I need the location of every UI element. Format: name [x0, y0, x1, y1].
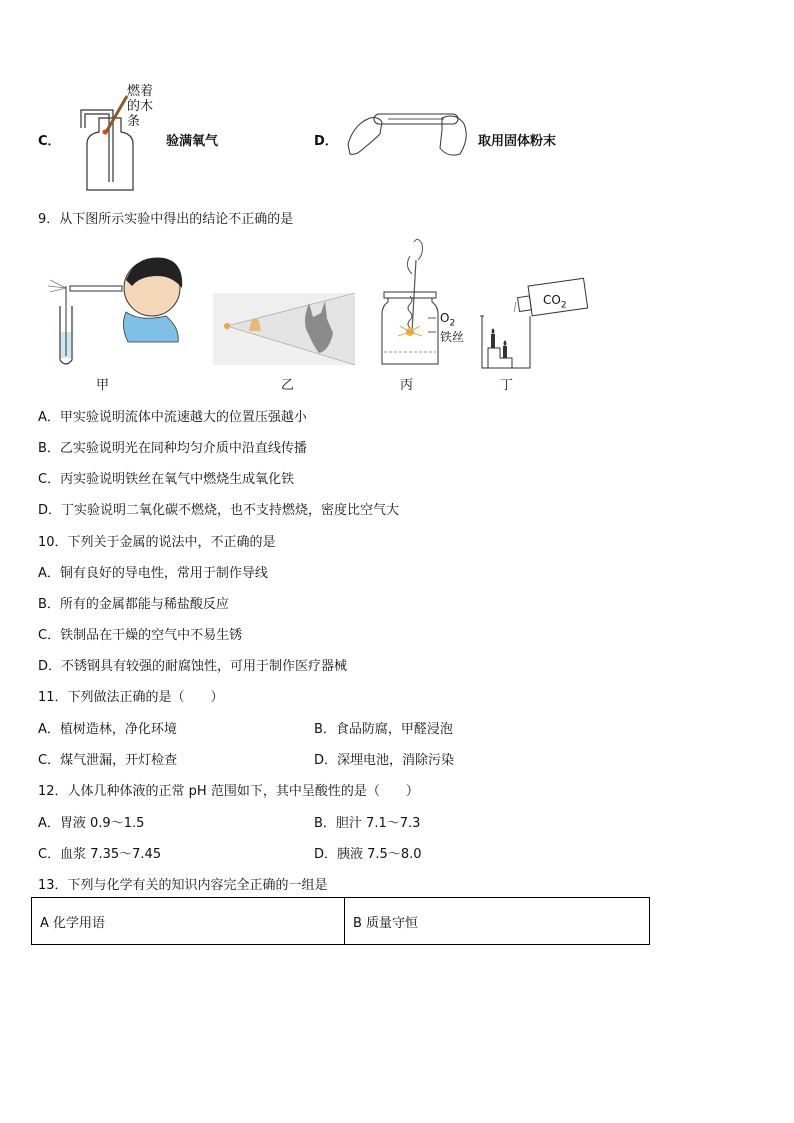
- q8-option-c-figure-caption: [127, 84, 153, 129]
- q8-option-c-label: C．: [38, 134, 61, 149]
- q9-option-a: A．甲实验说明流体中流速越大的位置压强越小: [38, 410, 307, 425]
- q11-stem: 11．下列做法正确的是（ ）: [38, 690, 224, 705]
- q11-option-d: D．深埋电池，消除污染: [314, 753, 455, 768]
- q12-option-c: C．血浆 7.35～7.45: [38, 847, 162, 862]
- q9-iron-label: 铁丝: [440, 330, 465, 344]
- q9-label-yi: 乙: [281, 378, 295, 393]
- q13-stem: 13．下列与化学有关的知识内容完全正确的一组是: [38, 878, 328, 893]
- q9-label-jia: 甲: [96, 378, 110, 393]
- table-row: [32, 898, 650, 945]
- q8-option-d-text: 取用固体粉末: [478, 134, 557, 149]
- o2-symbol: O: [440, 311, 450, 325]
- q9-option-d: D．丁实验说明二氧化碳不燃烧，也不支持燃烧，密度比空气大: [38, 503, 400, 518]
- q13-table-header-a: A 化学用语: [32, 898, 345, 945]
- q9-figure-ding: [478, 272, 590, 372]
- q12-option-d: D．胰液 7.5～8.0: [314, 847, 422, 862]
- q9-figure-yi: [213, 293, 355, 365]
- q13-table: [31, 897, 650, 945]
- q8-option-d-label: D．: [314, 134, 338, 149]
- q11-option-a: A．植树造林，净化环境: [38, 722, 177, 737]
- q9-label-bing: 丙: [400, 378, 414, 393]
- q12-option-b: B．胆汁 7.1～7.3: [314, 816, 421, 831]
- q13-table-header-b: B 质量守恒: [345, 898, 650, 945]
- o2-subscript: 2: [449, 318, 456, 329]
- q10-option-d: D．不锈钢具有较强的耐腐蚀性，可用于制作医疗器械: [38, 659, 348, 674]
- q10-option-a: A．铜有良好的导电性，常用于制作导线: [38, 566, 268, 581]
- q11-option-c: C．煤气泄漏，开灯检查: [38, 753, 178, 768]
- caption-line: 条: [127, 114, 141, 129]
- q10-option-c: C．铁制品在干燥的空气中不易生锈: [38, 628, 243, 643]
- q9-o2-label: [440, 311, 455, 328]
- q9-figure-jia: [40, 246, 185, 371]
- q12-option-a: A．胃液 0.9～1.5: [38, 816, 145, 831]
- q8-option-c-text: 验满氧气: [166, 134, 219, 149]
- q10-option-b: B．所有的金属都能与稀盐酸反应: [38, 597, 229, 612]
- q9-co2-label: [543, 293, 567, 310]
- q9-figure-bing: [378, 236, 478, 371]
- q10-stem: 10．下列关于金属的说法中，不正确的是: [38, 535, 276, 550]
- caption-line: 燃着: [127, 84, 154, 99]
- q11-option-b: B．食品防腐，甲醛浸泡: [314, 722, 453, 737]
- q9-option-b: B．乙实验说明光在同种均匀介质中沿直线传播: [38, 441, 307, 456]
- caption-line: 的木: [127, 99, 154, 114]
- q9-stem: 9．从下图所示实验中得出的结论不正确的是: [38, 212, 294, 227]
- q8-option-d-figure: [344, 104, 474, 164]
- q9-option-c: C．丙实验说明铁丝在氧气中燃烧生成氧化铁: [38, 472, 295, 487]
- co2-symbol: CO: [543, 293, 561, 307]
- q12-stem: 12．人体几种体液的正常 pH 范围如下，其中呈酸性的是（ ）: [38, 784, 419, 799]
- co2-subscript: 2: [560, 300, 567, 311]
- q9-label-ding: 丁: [500, 378, 514, 393]
